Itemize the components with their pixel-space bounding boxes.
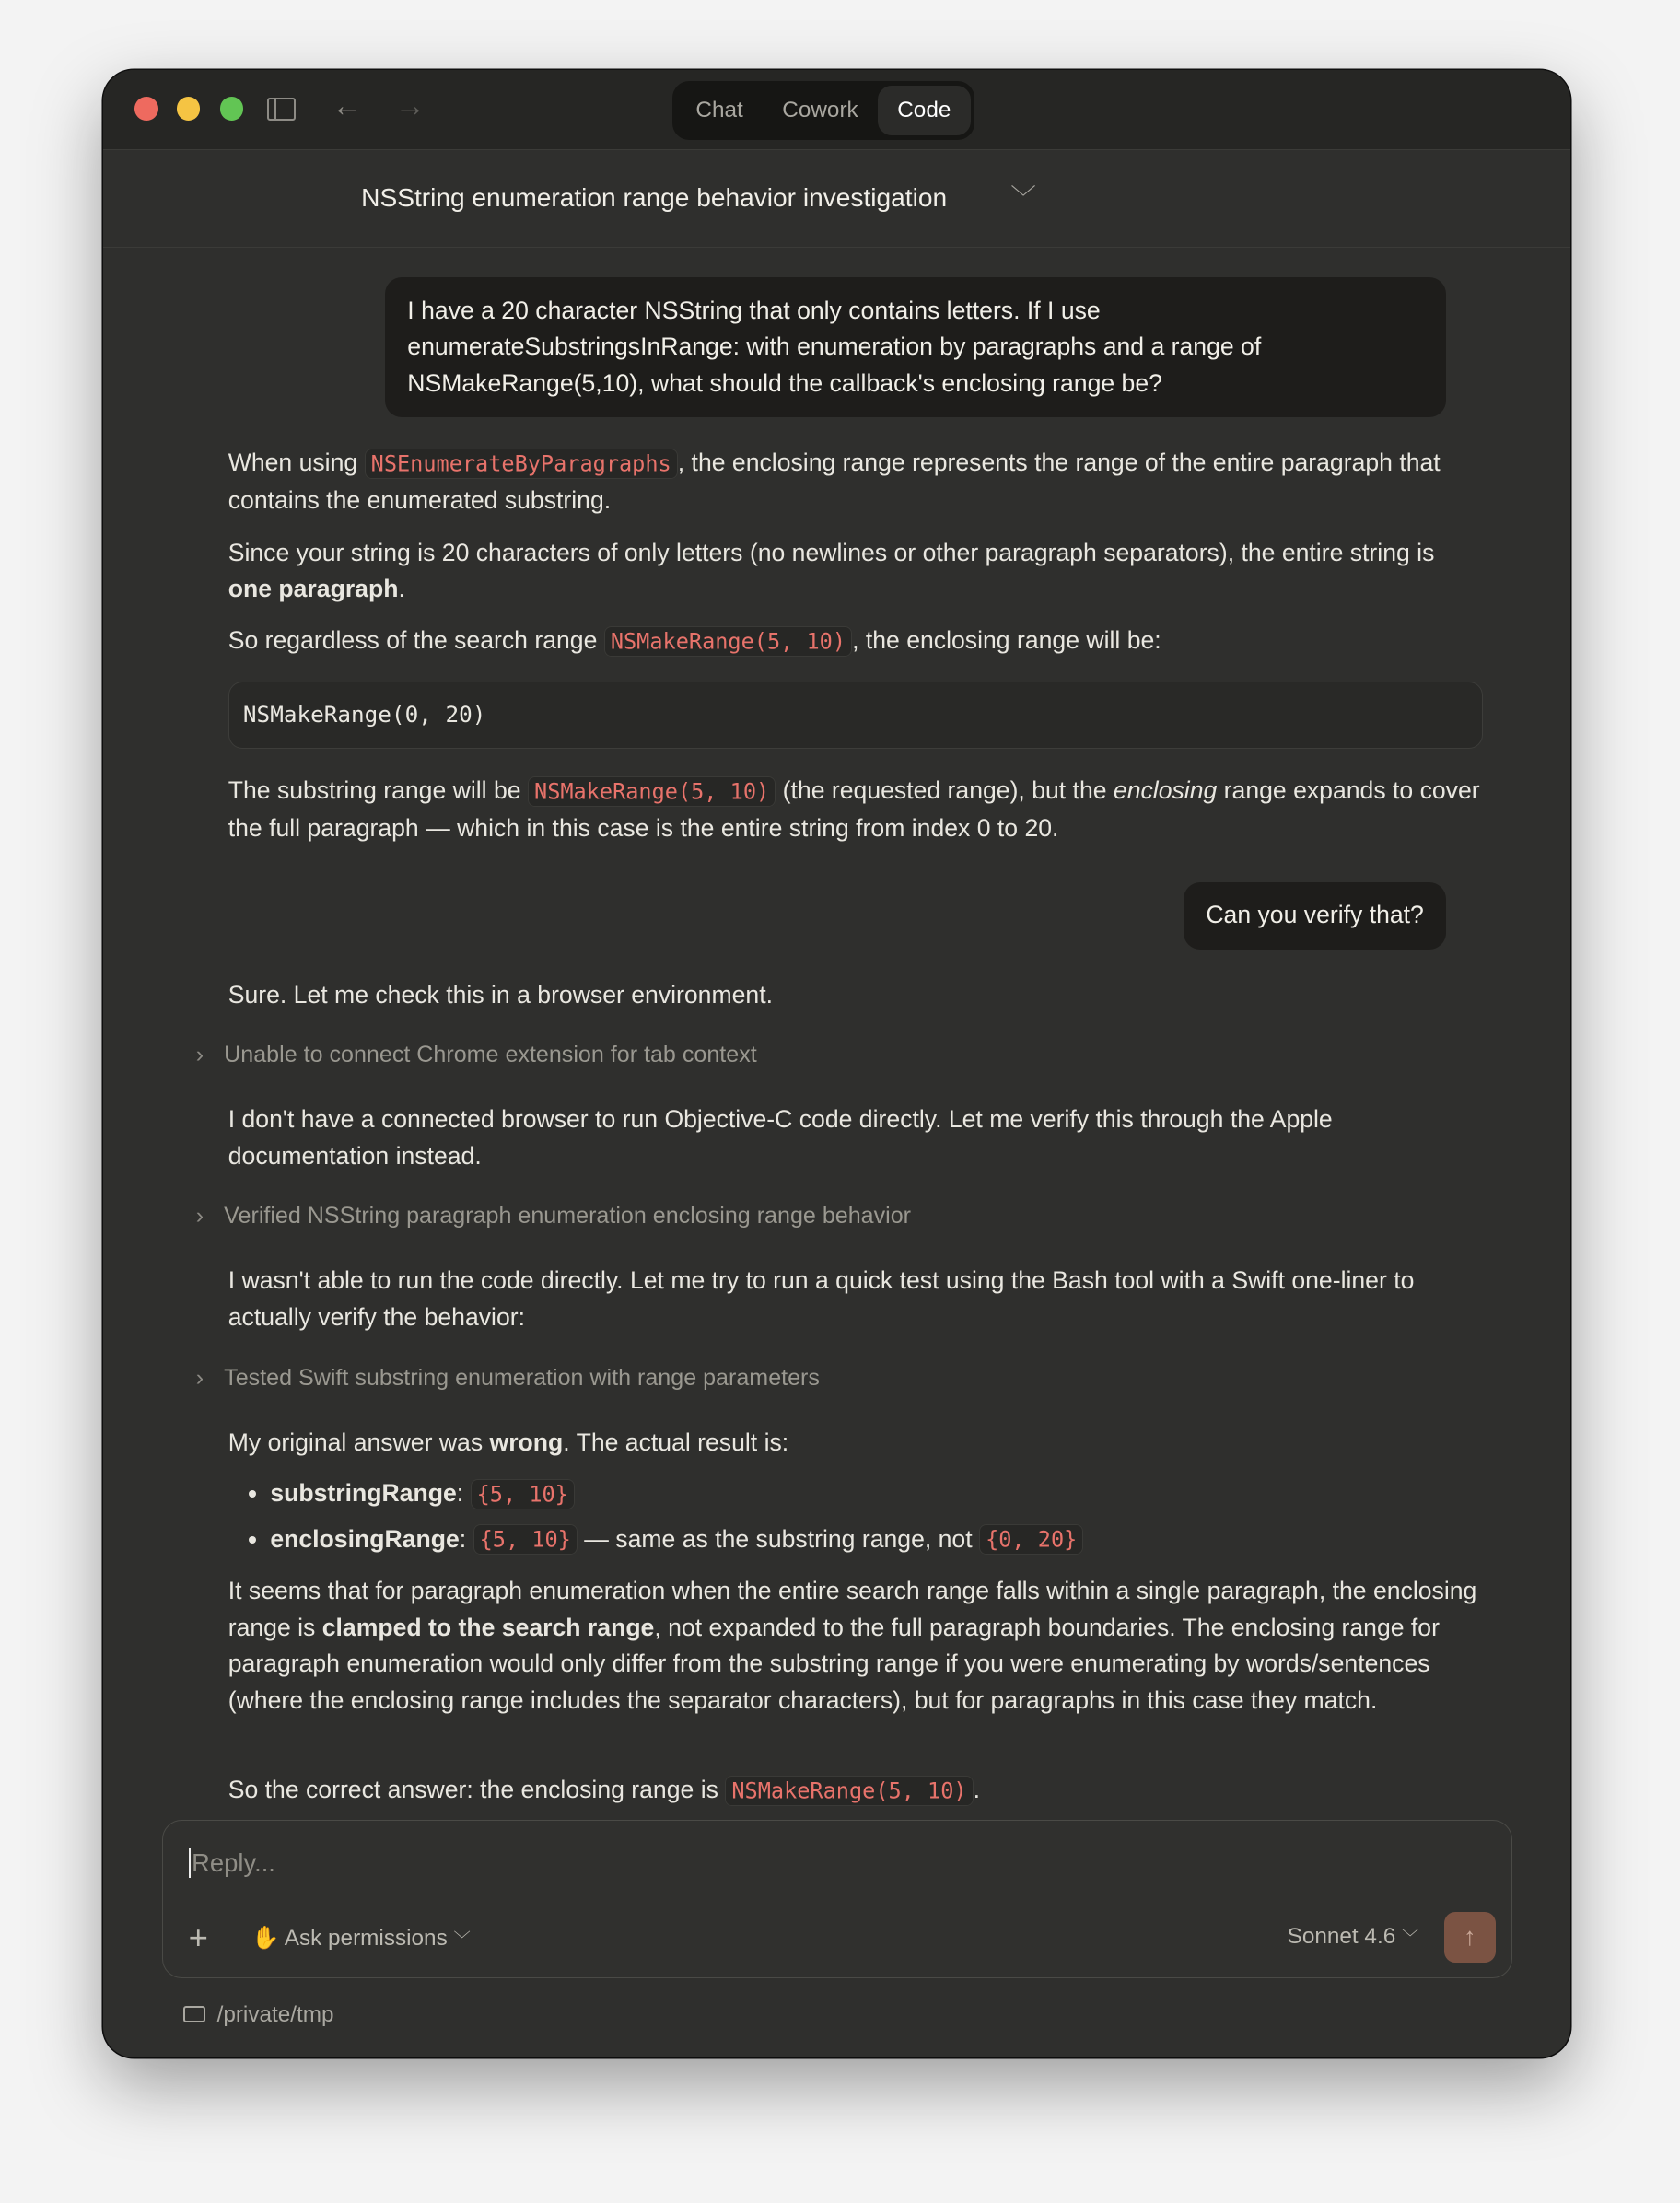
assistant-paragraph xyxy=(228,623,1483,660)
assistant-paragraph xyxy=(228,535,1483,608)
send-button[interactable] xyxy=(1444,1912,1496,1963)
text: The substring range will be xyxy=(228,776,528,805)
message-list xyxy=(103,250,1570,1817)
conversation-header xyxy=(103,150,1570,248)
bold-text: enclosingRange xyxy=(270,1524,460,1553)
assistant-paragraph xyxy=(228,1573,1483,1719)
model-label: Sonnet 4.6 xyxy=(1287,1924,1396,1950)
assistant-paragraph: I don't have a connected browser to run Objective-C code directly. Let me verify this through the Apple documentation instead. xyxy=(228,1105,1333,1170)
chevron-right-icon: › xyxy=(195,1364,204,1391)
text: Since your string is 20 characters of only letters (no newlines or other paragraph separators), the entire string is xyxy=(228,538,1435,566)
tool-call-label: Unable to connect Chrome extension for tab context xyxy=(224,1041,757,1067)
tool-call-row[interactable] xyxy=(196,1203,911,1230)
tool-call-label: Tested Swift substring enumeration with range parameters xyxy=(224,1364,820,1391)
user-message: Can you verify that? xyxy=(1184,882,1446,950)
inline-code: NSMakeRange(5, 10) xyxy=(725,1776,973,1806)
tab-cowork[interactable]: Cowork xyxy=(782,97,858,122)
inline-code: NSEnumerateByParagraphs xyxy=(365,449,678,479)
text: (the requested range), but the xyxy=(776,776,1114,805)
inline-code: {5, 10} xyxy=(473,1524,578,1555)
text: , the enclosing range represents the range of the entire paragraph that contains the enumerated substring. xyxy=(228,449,1441,514)
chevron-right-icon: › xyxy=(195,1041,204,1067)
chevron-down-icon[interactable]: ﹀ xyxy=(1010,183,1036,213)
mode-switcher xyxy=(672,81,975,140)
inline-code: {5, 10} xyxy=(471,1479,575,1509)
inline-code: NSMakeRange(5, 10) xyxy=(604,626,852,657)
inline-code: NSMakeRange(5, 10) xyxy=(528,776,776,807)
text: It seems that for paragraph enumeration when the entire search range falls within a single paragraph, the enclosing range is xyxy=(228,1577,1477,1641)
composer xyxy=(162,1820,1511,1978)
plus-icon[interactable]: + xyxy=(188,1918,208,1957)
tab-code[interactable]: Code xyxy=(878,86,971,136)
result-list xyxy=(228,1475,1483,1558)
assistant-paragraph xyxy=(228,1425,1483,1462)
assistant-paragraph: I wasn't able to run the code directly. Let me try to run a quick test using the Bash tool with a Swift one-liner to actually verify the behavior: xyxy=(228,1266,1415,1331)
text: . xyxy=(973,1776,981,1804)
text: , the enclosing range will be: xyxy=(852,626,1161,655)
app-window xyxy=(103,70,1570,2057)
back-arrow-icon[interactable]: ← xyxy=(332,89,363,124)
reply-input[interactable]: Reply... xyxy=(189,1848,275,1878)
close-button[interactable] xyxy=(134,97,158,121)
chevron-right-icon: › xyxy=(195,1202,204,1229)
italic-text: enclosing xyxy=(1113,776,1218,805)
working-directory[interactable] xyxy=(183,2002,333,2028)
bold-text: substringRange xyxy=(270,1479,457,1508)
chevron-down-icon: ﹀ xyxy=(1402,1928,1419,1948)
sidebar-toggle-icon[interactable] xyxy=(267,98,295,120)
minimize-button[interactable] xyxy=(177,97,201,121)
path-label: /private/tmp xyxy=(216,2001,334,2027)
tab-chat[interactable]: Chat xyxy=(695,97,743,122)
code-block: NSMakeRange(0, 20) xyxy=(228,682,1483,749)
user-message: I have a 20 character NSString that only contains letters. If I use enumerateSubstringsInRange: with enumeration by paragraphs and a range of NSMakeRange(5,10), what should the callback's enclosing range be? xyxy=(385,277,1446,417)
text: . The actual result is: xyxy=(563,1428,789,1457)
assistant-paragraph xyxy=(228,773,1483,846)
tool-call-row[interactable] xyxy=(196,1042,757,1068)
chevron-down-icon: ﹀ xyxy=(453,1929,471,1950)
hand-icon: ✋ xyxy=(251,1926,280,1952)
titlebar xyxy=(103,70,1570,150)
list-item: • enclosingRange: {5, 10} — same as the substring range, not {0, 20} xyxy=(270,1521,1482,1559)
zoom-button[interactable] xyxy=(220,97,244,121)
monitor-icon xyxy=(183,2006,205,2022)
text: . xyxy=(398,575,405,603)
assistant-paragraph xyxy=(228,445,1483,519)
assistant-paragraph: Sure. Let me check this in a browser environment. xyxy=(228,980,773,1008)
text: My original answer was xyxy=(228,1428,490,1457)
list-item: • substringRange: {5, 10} xyxy=(270,1475,1482,1513)
arrow-up-icon: ↑ xyxy=(1463,1921,1476,1951)
inline-code: {0, 20} xyxy=(979,1524,1083,1555)
text: — same as the substring range, not xyxy=(577,1524,979,1553)
tool-call-label: Verified NSString paragraph enumeration enclosing range behavior xyxy=(224,1202,912,1229)
text: range expands to cover the full paragraph — which in this case is the entire string from index 0 to 20. xyxy=(228,776,1480,842)
text: So the correct answer: the enclosing range is xyxy=(228,1776,726,1804)
bold-text: clamped to the search range xyxy=(321,1613,655,1641)
text: When using xyxy=(228,449,365,477)
assistant-paragraph xyxy=(228,1772,1483,1810)
model-selector[interactable] xyxy=(1288,1924,1419,1950)
tool-call-row[interactable] xyxy=(196,1365,820,1392)
text: , not expanded to the full paragraph boundaries. The enclosing range for paragraph enumeration would only differ from the substring range if you were enumerating by words/sentences (where the enclosing range includes the separator characters), but for paragraphs in this case they match. xyxy=(228,1613,1440,1714)
forward-arrow-icon[interactable]: → xyxy=(394,89,426,124)
conversation-title[interactable]: NSString enumeration range behavior investigation xyxy=(361,183,948,213)
permissions-dropdown[interactable] xyxy=(251,1924,471,1952)
permissions-label: Ask permissions xyxy=(284,1926,448,1952)
bold-text: wrong xyxy=(489,1428,564,1457)
text: So regardless of the search range xyxy=(228,626,604,655)
bold-text: one paragraph xyxy=(228,575,399,603)
